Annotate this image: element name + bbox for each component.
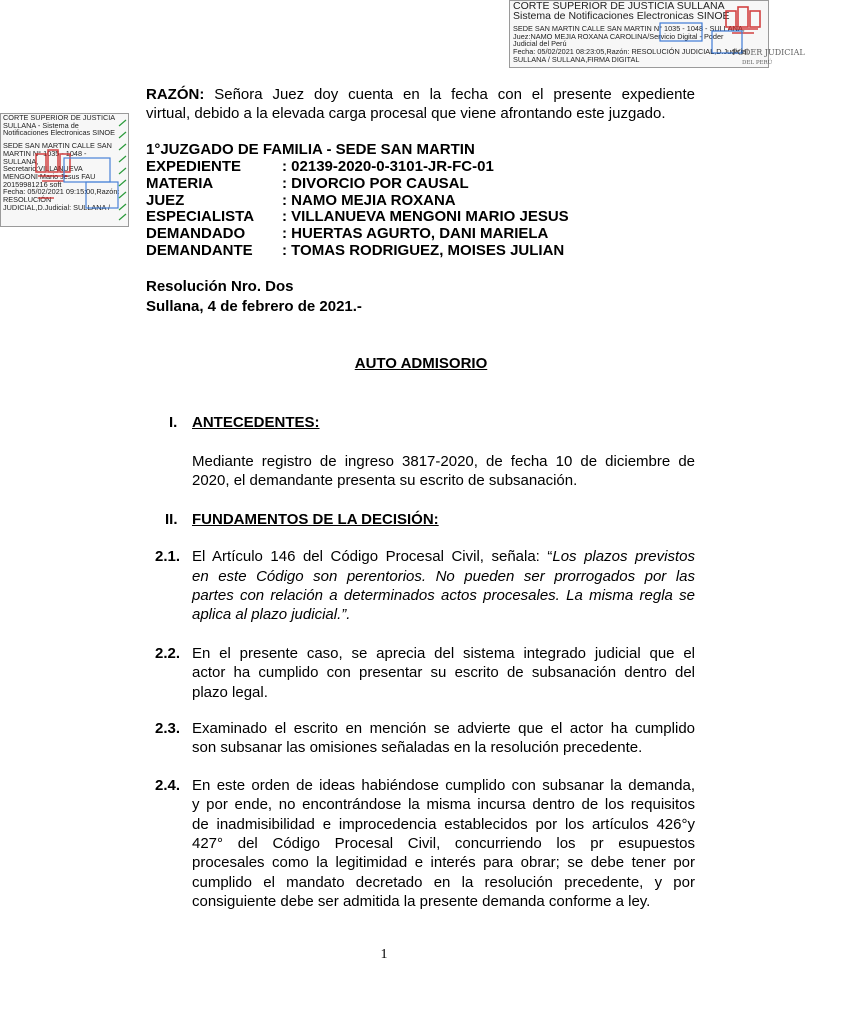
case-field-materia <box>146 175 469 192</box>
stamp-detail-line: RESOLUCIÓN <box>3 195 52 205</box>
p21-quote: Los plazos previstos <box>552 548 695 565</box>
stamp-line: CORTE SUPERIOR DE JUSTICIA <box>3 113 116 122</box>
p24-line: En este orden de ideas habiéndose cumplido con subsanar la demanda, <box>192 777 695 794</box>
paragraph-number: 2.4. <box>155 777 181 794</box>
field-value: : DIVORCIO POR CAUSAL <box>282 175 469 192</box>
section-numeral: I. <box>169 414 178 431</box>
resolution-place-date: Sullana, 4 de febrero de 2021.- <box>146 298 362 315</box>
razon-line-1 <box>146 85 695 105</box>
stamp-detail-line: 20159981216 soft <box>3 179 62 189</box>
stamp-system-name: Sistema de Notificaciones Electronicas SINOE <box>513 10 730 22</box>
paragraph-number: 2.2. <box>155 645 181 662</box>
section-title-antecedentes: ANTECEDENTES: <box>192 414 320 431</box>
stamp-detail-line: Secretario:VILLANUEVA <box>3 164 83 174</box>
razon-label: RAZÓN: <box>146 86 205 103</box>
p24-line: 427° del Código Procesal Civil, concurriendo los pr esupuestos <box>192 835 695 852</box>
stamp-border-pattern-icon <box>119 118 127 222</box>
p22-line: En el presente caso, se aprecia del sistema integrado judicial que el <box>192 645 695 662</box>
page-number: 1 <box>380 947 388 962</box>
p22-line: actor ha cumplido con presentar su escrito de subsanación dentro del <box>192 664 695 681</box>
p24-line: de inadmisibilidad e improcedencia establecidos por los artículos 426°y <box>192 816 695 833</box>
p23-line: Examinado el escrito en mención se advierte que el actor ha cumplido <box>192 720 695 737</box>
field-key: MATERIA <box>146 175 214 192</box>
antecedentes-line: 2020, el demandante presenta su escrito de subsanación. <box>192 472 578 489</box>
p21-quote-line: partes con relación a determinados actos procesales. La misma regla se <box>192 587 695 604</box>
stamp-detail-line: Fecha: 05/02/2021 08:23:05,Razón: RESOLUCIÓN JUDICIAL,D.Judicial: <box>513 47 750 57</box>
case-field-demandante <box>146 242 564 259</box>
p21-quote-line: en este Código son perentorios. No pueden ser prorrogados por las <box>192 568 695 585</box>
p24-line: consiguiente debe ser admitida la presente demanda conforme a ley. <box>192 893 651 910</box>
logo-subtext: DEL PERÚ <box>742 60 773 66</box>
p24-line: procesales como la legitimidad e interés para obrar; se debe tener por <box>192 854 695 871</box>
field-key: ESPECIALISTA <box>146 208 255 225</box>
stamp-detail-line: MARTIN N° 1035 - 1048 - <box>3 148 87 158</box>
case-field-especialista <box>146 208 569 225</box>
p24-line: y por ende, no encontrándose la misma incursa dentro de los requisitos <box>192 796 695 813</box>
p21-last-line <box>192 605 350 625</box>
poder-judicial-logo-icon <box>660 3 805 66</box>
p21-tail: ”. <box>341 606 351 623</box>
digital-signature-stamp-secretary <box>0 113 129 227</box>
field-key: DEMANDANTE <box>146 242 253 259</box>
stamp-line: SULLANA - Sistema de <box>3 120 79 130</box>
p21-quote: aplica al plazo judicial. <box>192 606 342 623</box>
stamp-detail-line: Fecha: 05/02/2021 09:15:00,Razón: <box>3 187 120 197</box>
section-title-fundamentos: FUNDAMENTOS DE LA DECISIÓN: <box>192 511 439 528</box>
court-name: 1°JUZGADO DE FAMILIA - SEDE SAN MARTIN <box>146 141 475 158</box>
paragraph-number: 2.1. <box>155 548 181 565</box>
razon-text: Señora Juez doy cuenta en la fecha con el presente expediente <box>214 86 695 103</box>
p21-lead: El Artículo 146 del Código Procesal Civil, señala: “ <box>192 548 553 565</box>
case-field-demandado <box>146 225 548 242</box>
logo-text: PODER JUDICIAL <box>732 48 805 57</box>
stamp-line: Notificaciones Electronicas SINOE <box>3 128 115 138</box>
paragraph-number: 2.3. <box>155 720 181 737</box>
p24-line: cumplido el mandato decretado en la resolución precedente, y por <box>192 874 695 891</box>
field-key: EXPEDIENTE <box>146 158 242 175</box>
field-key: DEMANDADO <box>146 225 246 242</box>
stamp-detail-line: SEDE SAN MARTIN CALLE SAN <box>3 141 112 151</box>
stamp-detail-line: JUDICIAL,D.Judicial: SULLANA / <box>3 202 111 212</box>
resolution-number: Resolución Nro. Dos <box>146 278 294 295</box>
field-key: JUEZ <box>146 192 185 209</box>
section-numeral: II. <box>165 511 178 528</box>
stamp-detail-line: SEDE SAN MARTIN CALLE SAN MARTIN N° 1035 - 1048 - SULLANA, <box>513 24 745 33</box>
p21-line <box>192 547 695 567</box>
case-field-expediente <box>146 158 494 175</box>
stamp-detail-line: Judicial del Perú <box>513 39 567 49</box>
field-value: : HUERTAS AGURTO, DANI MARIELA <box>282 225 549 242</box>
stamp-detail-line: Juez:NAMO MEJIA ROXANA CAROLINA/Servicio Digital - Poder <box>513 31 724 41</box>
field-value: : NAMO MEJIA ROXANA <box>282 192 456 209</box>
poder-judicial-seal-icon <box>16 124 126 224</box>
stamp-detail-line: SULLANA, <box>3 156 39 166</box>
p23-line: son subsanar las omisiones señaladas en la resolución precedente. <box>192 739 643 756</box>
razon-line-2: virtual, debido a la elevada carga procesal que viene afrontando este juzgado. <box>146 105 666 122</box>
stamp-court-name: CORTE SUPERIOR DE JUSTICIA SULLANA <box>513 0 725 12</box>
stamp-detail-line: MENGONI Mario Jesus FAU <box>3 171 96 181</box>
document-title: AUTO ADMISORIO <box>354 355 488 372</box>
field-value: : VILLANUEVA MENGONI MARIO JESUS <box>282 208 569 225</box>
stamp-detail-line: SULLANA / SULLANA,FIRMA DIGITAL <box>513 54 640 64</box>
p22-line: plazo legal. <box>192 684 268 701</box>
case-field-juez <box>146 192 456 209</box>
field-value: : TOMAS RODRIGUEZ, MOISES JULIAN <box>282 242 565 259</box>
field-value: : 02139-2020-0-3101-JR-FC-01 <box>282 158 494 175</box>
digital-signature-stamp-judge <box>509 0 805 68</box>
antecedentes-line: Mediante registro de ingreso 3817-2020, de fecha 10 de diciembre de <box>192 453 695 470</box>
